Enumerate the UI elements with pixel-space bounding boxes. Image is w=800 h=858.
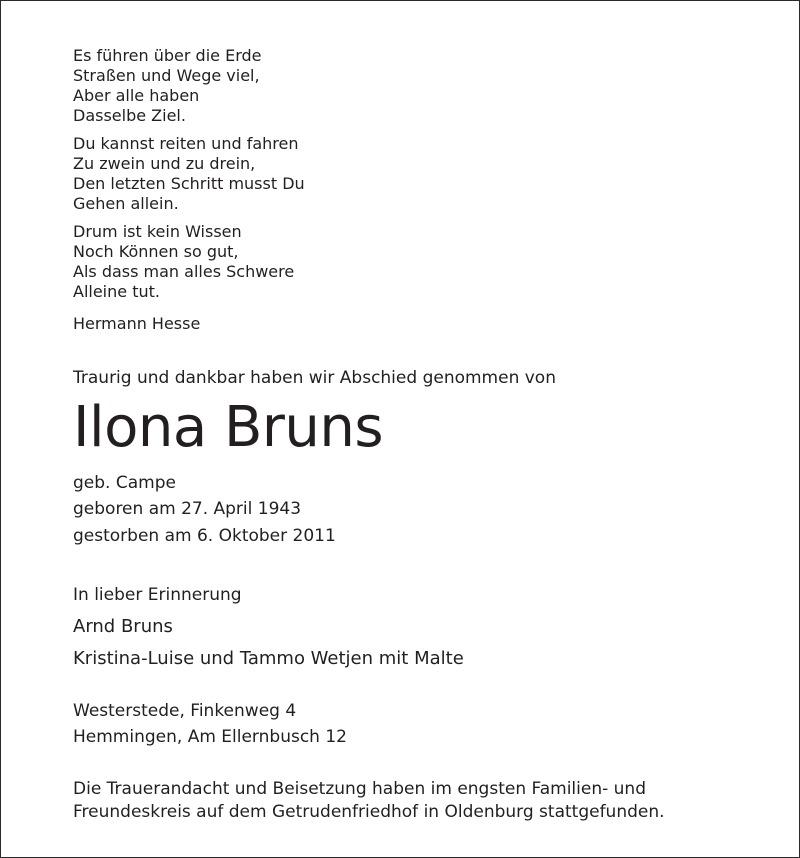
poem-stanza-2 <box>73 134 305 214</box>
poem-line: Es führen über die Erde <box>73 46 262 65</box>
poem-line: Du kannst reiten und fahren <box>73 134 299 153</box>
poem-stanza-3 <box>73 222 294 302</box>
birth-date: geboren am 27. April 1943 <box>73 499 302 519</box>
poem-line: Zu zwein und zu drein, <box>73 154 256 173</box>
poem-stanza-1 <box>73 46 261 126</box>
poem-line: Als dass man alles Schwere <box>73 262 295 281</box>
deceased-name: Ilona Bruns <box>73 395 384 460</box>
mourner-name: Arnd Bruns <box>73 616 173 637</box>
poem-line: Gehen allein. <box>73 194 179 213</box>
poem-line: Noch Können so gut, <box>73 242 239 261</box>
death-date: gestorben am 6. Oktober 2011 <box>73 526 336 546</box>
address-line: Hemmingen, Am Ellernbusch 12 <box>73 727 347 747</box>
poem-line: Drum ist kein Wissen <box>73 222 242 241</box>
address-line: Westerstede, Finkenweg 4 <box>73 701 297 721</box>
poem-line: Straßen und Wege viel, <box>73 66 260 85</box>
poem-line: Alleine tut. <box>73 282 160 301</box>
mourner-name: Kristina-Luise und Tammo Wetjen mit Malte <box>73 648 464 669</box>
poem-line: Dasselbe Ziel. <box>73 106 186 125</box>
maiden-name: geb. Campe <box>73 473 176 493</box>
poem-line: Den letzten Schritt musst Du <box>73 174 305 193</box>
notice-line: Die Trauerandacht und Beisetzung haben im engsten Familien- und <box>73 779 646 799</box>
intro-text: Traurig und dankbar haben wir Abschied genommen von <box>73 368 556 388</box>
poem-line: Aber alle haben <box>73 86 200 105</box>
poem-author <box>73 314 200 334</box>
poem-author-name: Hermann Hesse <box>73 314 201 333</box>
mourners-heading: In lieber Erinnerung <box>73 585 242 605</box>
notice-line: Freundeskreis auf dem Getrudenfriedhof in Oldenburg stattgefunden. <box>73 802 665 822</box>
